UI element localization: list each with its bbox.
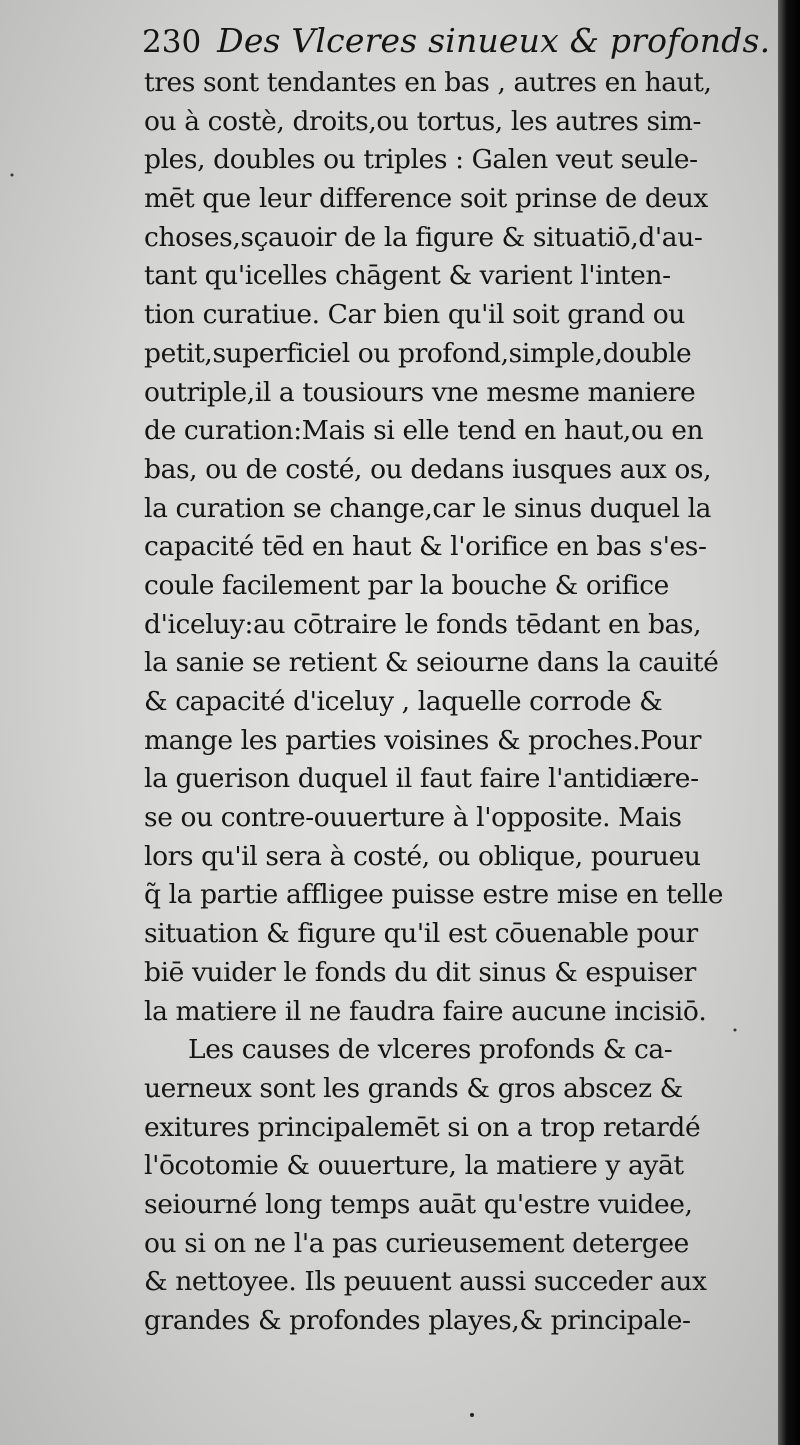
text-line: & nettoyee. Ils peuuent aussi succeder aux <box>144 1266 707 1298</box>
text-line: biē vuider le fonds du dit sinus & espuiser <box>144 956 696 988</box>
text-line: tres sont tendantes en bas , autres en haut, <box>144 67 712 98</box>
text-line: ou si on ne l'a pas curieusement detergee <box>144 1227 689 1259</box>
page-number: 230 <box>142 24 202 60</box>
text-line: choses,sçauoir de la figure & situatiō,d'au- <box>144 221 703 253</box>
book-gutter-edge <box>778 0 800 1445</box>
text-line: la matiere il ne faudra faire aucune incisiō. <box>144 995 707 1027</box>
text-line: tion curatiue. Car bien qu'il soit grand ou <box>144 299 685 331</box>
paragraph-first-line: Les causes de vlceres profonds & ca- <box>188 1034 673 1066</box>
text-line: & capacité d'iceluy , laquelle corrode & <box>144 686 663 717</box>
text-line: grandes & profondes playes,& principale- <box>144 1305 691 1336</box>
text-line: mange les parties voisines & proches.Pour <box>144 724 702 756</box>
running-head <box>142 18 771 64</box>
text-line: se ou contre-ouuerture à l'opposite. Mais <box>144 802 682 834</box>
text-line: tant qu'icelles chāgent & varient l'inten- <box>144 260 671 292</box>
text-line: ou à costè, droits,ou tortus, les autres sim- <box>144 105 702 137</box>
text-line: l'ōcotomie & ouuerture, la matiere y ayāt <box>144 1150 684 1182</box>
text-line: capacité tēd en haut & l'orifice en bas s'es- <box>144 531 707 563</box>
text-line: outriple,il a tousiours vne mesme maniere <box>144 376 696 408</box>
text-line: situation & figure qu'il est cōuenable pour <box>144 918 698 950</box>
text-line: d'iceluy:au cōtraire le fonds tēdant en bas, <box>144 608 702 640</box>
text-line: la curation se change,car le sinus duquel la <box>144 492 712 524</box>
running-head-title: Des Vlceres sinueux & profonds. <box>217 21 771 60</box>
text-line: la sanie se retient & seiourne dans la cauité <box>144 647 719 679</box>
text-line: exitures principalemēt si on a trop retardé <box>144 1111 701 1143</box>
text-line: uerneux sont les grands & gros abscez & <box>144 1072 683 1104</box>
text-line: de curation:Mais si elle tend en haut,ou en <box>144 415 704 447</box>
text-line: coule facilement par la bouche & orifice <box>144 569 669 601</box>
text-line: seiourné long temps auāt qu'estre vuidee, <box>144 1188 693 1220</box>
text-line: lors qu'il sera à costé, ou oblique, pourueu <box>144 840 701 872</box>
text-line: ples, doubles ou triples : Galen veut seule- <box>144 144 698 176</box>
text-line: mēt que leur difference soit prinse de deux <box>144 183 708 215</box>
text-line: petit,superficiel ou profond,simple,double <box>144 337 692 369</box>
text-line: q̃ la partie affligee puisse estre mise en telle <box>144 879 724 911</box>
text-line: la guerison duquel il faut faire l'antidiære- <box>144 763 699 795</box>
page-text <box>130 18 771 1341</box>
text-line: bas, ou de costé, ou dedans iusques aux os, <box>144 453 712 485</box>
